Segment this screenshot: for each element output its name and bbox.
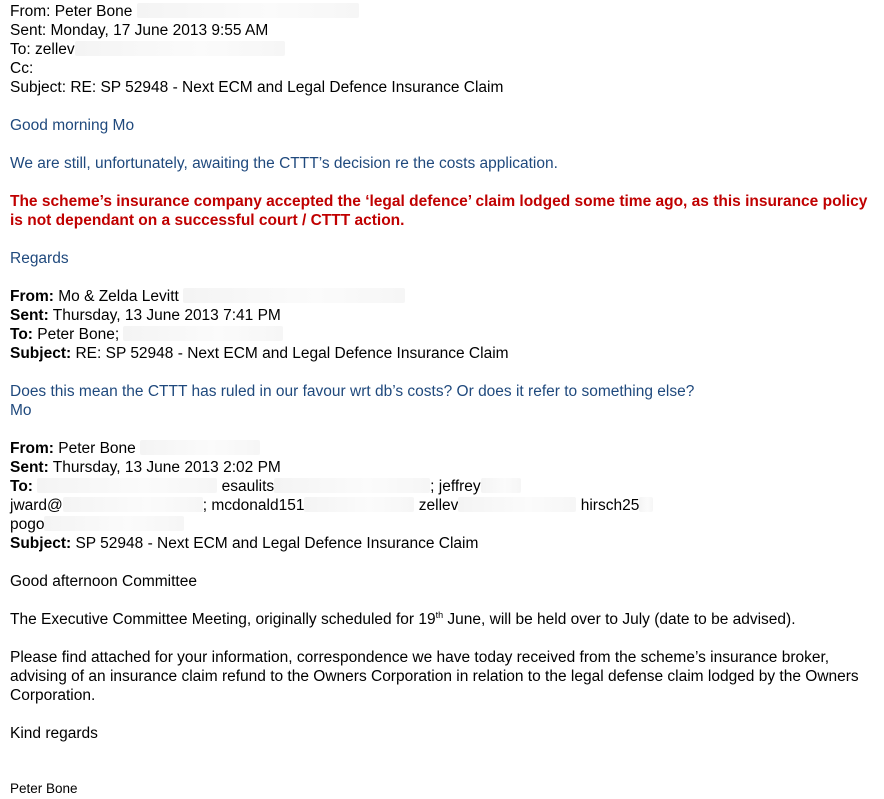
email1-paragraph-2-bold: The scheme’s insurance company accepted the ‘legal defence’ claim lodged some time ago, as this insurance policy is not dependant on a successful court / CTTT action. <box>10 193 868 229</box>
email2-from-row <box>10 287 880 306</box>
email2-header <box>10 287 880 363</box>
email3-from-value: Peter Bone <box>58 440 136 457</box>
email2-to-row <box>10 325 880 344</box>
email1-to-label: To: <box>10 41 31 58</box>
email1-greeting: Good morning Mo <box>10 117 135 134</box>
redacted-email <box>44 516 184 531</box>
redacted-email <box>137 3 359 18</box>
email2-sent-value: Thursday, 13 June 2013 7:41 PM <box>52 307 281 324</box>
redacted-email <box>140 440 260 455</box>
email3-paragraph-2: Please find attached for your information, correspondence we have today received from the scheme’s insurance broker, advising of an insurance claim refund to the Owners Corporation in relation to the legal defense claim lodged by the Owners Corporation. <box>10 649 859 704</box>
email3-to-recipient: jward@ <box>10 497 63 514</box>
email3-to-recipient: ; jeffrey <box>430 478 481 495</box>
email2-subject-row <box>10 344 880 363</box>
email3-sent-value: Thursday, 13 June 2013 2:02 PM <box>52 459 281 476</box>
email3-to-row-continued <box>10 496 880 515</box>
email2-sent-row <box>10 306 880 325</box>
email3-from-label: From: <box>10 440 54 457</box>
email2-body-line-2: Mo <box>10 402 32 419</box>
email3-sent-row <box>10 458 880 477</box>
email3-sent-label: Sent: <box>10 459 49 476</box>
email3-to-recipient: ; mcdonald151 <box>202 497 305 514</box>
email3-paragraph-1-start: The Executive Committee Meeting, originally scheduled for 19 <box>10 611 436 628</box>
email3-to-row <box>10 477 880 496</box>
redacted-email <box>639 497 653 512</box>
email1-from-label: From: <box>10 3 51 20</box>
email3-header <box>10 439 880 553</box>
redacted-email <box>481 478 521 493</box>
email3-paragraph-1 <box>10 610 880 629</box>
email2-sent-label: Sent: <box>10 307 49 324</box>
email3-paragraph-1-superscript: th <box>435 609 444 620</box>
email3-subject-row <box>10 534 880 553</box>
email3-subject-label: Subject: <box>10 535 72 552</box>
redacted-email <box>63 497 203 512</box>
email1-subject-row <box>10 78 880 97</box>
email2-body-line-1: Does this mean the CTTT has ruled in our favour wrt db’s costs? Or does it refer to something else? <box>10 383 695 400</box>
email3-to-recipient: zellev <box>418 497 459 514</box>
email2-from-label: From: <box>10 288 54 305</box>
redacted-email <box>75 41 285 56</box>
email3-signoff: Kind regards <box>10 725 98 742</box>
email1-cc-row <box>10 59 880 78</box>
email2-to-label: To: <box>10 326 33 343</box>
email3-greeting: Good afternoon Committee <box>10 573 197 590</box>
email1-sent-row <box>10 21 880 40</box>
email3-to-recipient: hirsch25 <box>580 497 640 514</box>
email1-to-row <box>10 40 880 59</box>
email1-from-row <box>10 2 880 21</box>
redacted-email <box>123 326 283 341</box>
redacted-email <box>304 497 414 512</box>
email1-subject-label: Subject: <box>10 79 67 96</box>
email3-to-row-continued-2 <box>10 515 880 534</box>
redacted-email <box>37 478 217 493</box>
email1-header <box>10 2 880 97</box>
redacted-email <box>274 478 430 493</box>
email-thread <box>10 2 880 798</box>
email1-from-value: Peter Bone <box>54 3 133 20</box>
email3-to-recipient: pogo <box>10 516 45 533</box>
email3-to-label: To: <box>10 478 33 495</box>
email3-signature: Peter Bone <box>10 781 78 796</box>
email1-paragraph-1: We are still, unfortunately, awaiting the CTTT’s decision re the costs application. <box>10 155 558 172</box>
email1-sent-value: Monday, 17 June 2013 9:55 AM <box>50 22 269 39</box>
email3-from-row <box>10 439 880 458</box>
email3-to-recipient: esaulits <box>221 478 275 495</box>
redacted-email <box>458 497 576 512</box>
email3-subject-value: SP 52948 - Next ECM and Legal Defence Insurance Claim <box>75 535 479 552</box>
email1-subject-value: RE: SP 52948 - Next ECM and Legal Defence Insurance Claim <box>70 79 504 96</box>
email1-sent-label: Sent: <box>10 22 47 39</box>
email1-signoff: Regards <box>10 250 69 267</box>
email1-cc-label: Cc: <box>10 60 34 77</box>
email1-to-value: zellev <box>35 41 75 58</box>
redacted-email <box>183 288 405 303</box>
email2-subject-label: Subject: <box>10 345 72 362</box>
email2-from-value: Mo & Zelda Levitt <box>58 288 179 305</box>
email3-paragraph-1-end: June, will be held over to July (date to be advised). <box>443 611 796 628</box>
email2-subject-value: RE: SP 52948 - Next ECM and Legal Defence Insurance Claim <box>75 345 509 362</box>
email2-to-value: Peter Bone; <box>37 326 120 343</box>
